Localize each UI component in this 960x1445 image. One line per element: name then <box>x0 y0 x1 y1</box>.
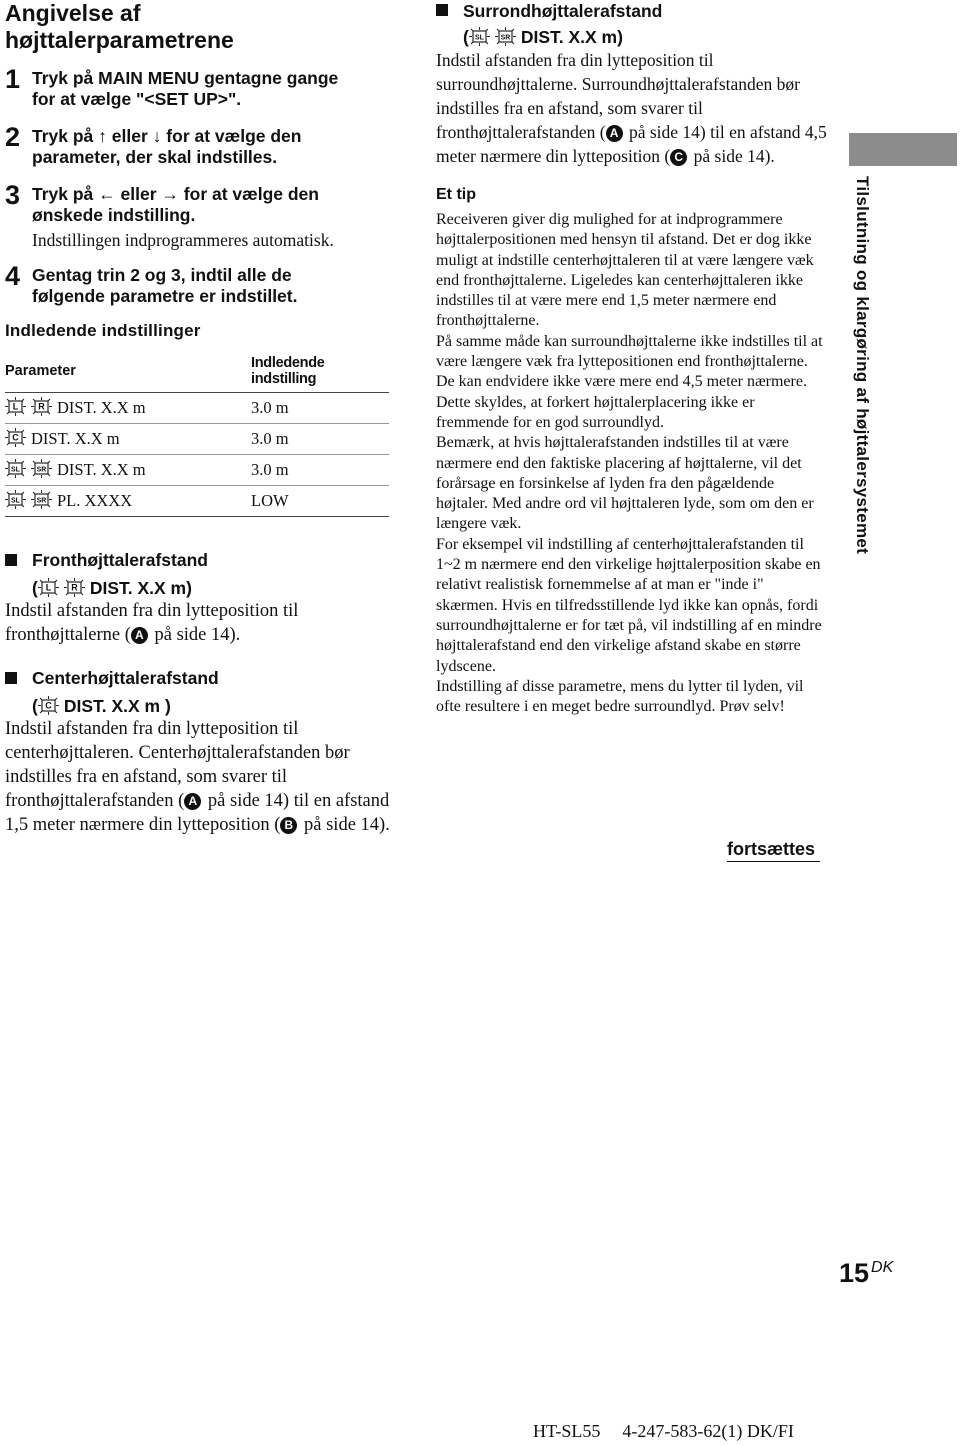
param-text: PL. XXXX <box>57 491 133 510</box>
page-number-suffix: DK <box>871 1259 894 1276</box>
table-row <box>5 424 389 455</box>
svg-text:SL: SL <box>11 497 20 505</box>
value-cell: 3.0 m <box>251 455 389 486</box>
step-number: 2 <box>5 122 21 152</box>
table-row <box>5 455 389 486</box>
step-text: Tryk på <box>32 184 94 204</box>
bullet-square-icon <box>5 554 17 566</box>
para-text: på side 14). <box>299 815 390 835</box>
tip-paragraph: Bemærk, at hvis højttalerafstanden indstilles til at være nærmere end den faktiske placering af højttalerne, vil det forårsage en forsinkelse af lyden fra den pågældende højtaler. Med andre ord vil højttaleren lyde, som om den er længere væk. <box>436 434 814 533</box>
para-text: Indstil afstanden fra din lytteposition til fronthøjttalerne ( <box>5 601 299 645</box>
page-number-value: 15 <box>839 1258 870 1288</box>
step-1 <box>5 64 390 110</box>
circled-b-icon: B <box>280 817 297 834</box>
column-header-initial: Indledende indstilling <box>251 353 389 393</box>
param-cell <box>5 393 251 424</box>
center-sub-text: DIST. X.X m ) <box>63 696 171 716</box>
para-text: på side 14) til en afstand 4,5 meter nærmere din lytteposition ( <box>436 122 827 166</box>
step-text: parameter, der skal indstilles. <box>32 147 278 167</box>
param-cell <box>5 455 251 486</box>
paren: ( <box>463 27 469 47</box>
value-cell: LOW <box>251 486 389 517</box>
step-text: ønskede indstilling. <box>32 205 196 225</box>
svg-text:SL: SL <box>11 466 20 474</box>
table-row <box>5 393 389 424</box>
surround-sub-text: DIST. X.X m) <box>520 27 623 47</box>
right-column <box>436 0 828 717</box>
param-text: DIST. X.X m <box>57 398 146 417</box>
tip-paragraph: På samme måde kan surroundhøjttalerne ikke indstilles til at være længere væk fra lyttepositionen end fronthøjttalerne. De kan endvidere ikke være mere end 4,5 meter nærmere. <box>436 332 823 391</box>
param-text: DIST. X.X m <box>31 429 120 448</box>
step-3-note: Indstillingen indprogrammeres automatisk. <box>32 230 334 250</box>
speaker-surround-right-icon <box>495 27 516 46</box>
speaker-surround-left-icon <box>5 490 26 509</box>
surround-section <box>436 0 828 168</box>
front-heading-text: Fronthøjttalerafstand <box>32 550 208 570</box>
tip-title: Et tip <box>436 186 476 203</box>
speaker-front-left-icon <box>38 578 59 597</box>
initial-settings-heading: Indledende indstillinger <box>5 321 201 340</box>
front-heading <box>5 549 390 571</box>
para-text: på side 14) til en afstand 1,5 meter nærmere din lytteposition ( <box>5 791 390 835</box>
svg-text:SL: SL <box>474 34 484 42</box>
tip-body <box>436 210 828 717</box>
column-header-parameter: Parameter <box>5 353 251 393</box>
speaker-surround-right-icon <box>31 459 52 478</box>
speaker-surround-right-icon <box>31 490 52 509</box>
tip-paragraph: Dette skyldes, at forkert højttalerplacering ikke er fremmende for en god surroundlyd. <box>436 393 755 431</box>
speaker-front-left-icon <box>5 397 26 416</box>
section-tab-marker <box>849 133 957 166</box>
speaker-front-right-icon <box>64 578 85 597</box>
para-text: Indstil afstanden fra din lytteposition til surroundhøjttalerne. Surroundhøjttalerafstanden bør indstilles fra en afstand, som svarer til fronthøjttalerafstanden ( <box>436 50 800 142</box>
step-text: Tryk på MAIN MENU gentagne gange <box>32 68 339 88</box>
bullet-square-icon <box>436 4 448 16</box>
side-tab-label <box>848 176 874 646</box>
table-row <box>5 486 389 517</box>
center-subheading <box>5 695 390 717</box>
page-number <box>839 1258 893 1289</box>
step-text: Tryk på <box>32 126 94 146</box>
arrow-down-icon: ↓ <box>152 126 162 146</box>
circled-a-icon: A <box>606 125 623 142</box>
circled-c-icon: C <box>670 149 687 166</box>
step-text: følgende parametre er indstillet. <box>32 286 298 306</box>
circled-a-icon: A <box>131 627 148 644</box>
svg-text:SR: SR <box>500 34 511 42</box>
param-text: DIST. X.X m <box>57 460 146 479</box>
tip-paragraph: For eksempel vil indstilling af centerhøjttalerafstanden til 1~2 m nærmere end den virkelige højttalerposition skabe en relativt realistisk fornemmelse af at man er "inde i" skærmen. Hvis en tilfredsstillende lyd ikke kan opnås, fordi surroundhøjttalerne er for tæt på, vil indstilling af en mindre højttalerafstand end den virkelige afstand skabe en større lydscene. <box>436 535 822 675</box>
svg-text:R: R <box>38 401 45 412</box>
circled-a-icon: A <box>184 793 201 810</box>
step-text: Gentag trin 2 og 3, indtil alle de <box>32 265 292 285</box>
para-text: Indstil afstanden fra din lytteposition til centerhøjttaleren. Centerhøjttalerafstanden bør indstilles fra en afstand, som svarer til fronthøjttalerafstanden ( <box>5 719 350 811</box>
value-cell: 3.0 m <box>251 393 389 424</box>
footer <box>533 1421 794 1442</box>
bullet-square-icon <box>5 672 17 684</box>
surround-heading-text: Surrondhøjttalerafstand <box>463 1 663 21</box>
title-line-1: Angivelse af <box>5 0 141 26</box>
center-section <box>5 667 390 837</box>
svg-text:L: L <box>45 582 52 593</box>
surround-heading <box>436 0 828 22</box>
parameter-table <box>5 353 389 517</box>
param-cell <box>5 486 251 517</box>
arrow-up-icon: ↑ <box>98 126 107 146</box>
front-text <box>5 599 390 647</box>
step-number: 4 <box>5 261 21 291</box>
tip-paragraph: Indstilling af disse parametre, mens du lytter til lyden, vil ofte resultere i en meget bedre surroundlyd. Prøv selv! <box>436 677 804 716</box>
para-text: på side 14). <box>149 625 241 645</box>
footer-model: HT-SL55 <box>533 1421 601 1441</box>
speaker-front-right-icon <box>31 397 52 416</box>
para-text: på side 14). <box>689 146 775 166</box>
arrow-right-icon: → <box>161 184 179 204</box>
svg-text:L: L <box>12 401 19 412</box>
step-text: for at vælge den <box>166 126 302 146</box>
tip-paragraph: Receiveren giver dig mulighed for at indprogrammere højttalerpositionen med hensyn til afstand. Det er dog ikke muligt at indstille centerhøjttaleren til at være længere væk end fronthøjttalerne. Ligeledes kan centerhøjttaleren ikke indstilles til at være mere end 1,5 meter nærmere end fronthøjttalerne. <box>436 211 814 330</box>
arrow-left-icon: ← <box>98 184 116 204</box>
step-text: eller <box>111 126 148 146</box>
footer-code: 4-247-583-62(1) DK/FI <box>622 1421 794 1441</box>
step-number: 3 <box>5 180 21 210</box>
surround-text <box>436 48 828 168</box>
side-tab-text: Tilslutning og klargøring af højttalersystemet <box>853 176 872 555</box>
step-number: 1 <box>5 64 21 94</box>
center-heading <box>5 667 390 689</box>
svg-text:SR: SR <box>36 466 47 474</box>
center-heading-text: Centerhøjttalerafstand <box>32 668 219 688</box>
surround-subheading <box>436 26 828 48</box>
speaker-center-icon <box>5 428 26 447</box>
speaker-center-icon <box>38 696 59 715</box>
paren: ( <box>32 578 38 598</box>
step-2 <box>5 122 390 168</box>
speaker-surround-left-icon <box>5 459 26 478</box>
front-section <box>5 549 390 647</box>
paren: ( <box>32 696 38 716</box>
svg-text:SR: SR <box>36 497 47 505</box>
page-title <box>5 0 390 54</box>
step-text: for at vælge den <box>183 184 319 204</box>
title-line-2: højttalerparametrene <box>5 27 234 53</box>
value-cell: 3.0 m <box>251 424 389 455</box>
step-4 <box>5 261 390 307</box>
svg-text:C: C <box>45 700 52 711</box>
svg-text:R: R <box>71 582 78 593</box>
svg-text:C: C <box>12 432 19 443</box>
step-text: eller <box>120 184 157 204</box>
left-column <box>5 0 390 837</box>
step-3 <box>5 180 390 226</box>
step-text: for at vælge "<SET UP>". <box>32 89 242 109</box>
speaker-surround-left-icon <box>469 27 490 46</box>
param-cell <box>5 424 251 455</box>
continued-label: fortsættes <box>727 839 820 862</box>
front-sub-text: DIST. X.X m) <box>89 578 192 598</box>
front-subheading <box>5 577 390 599</box>
center-text <box>5 717 390 837</box>
